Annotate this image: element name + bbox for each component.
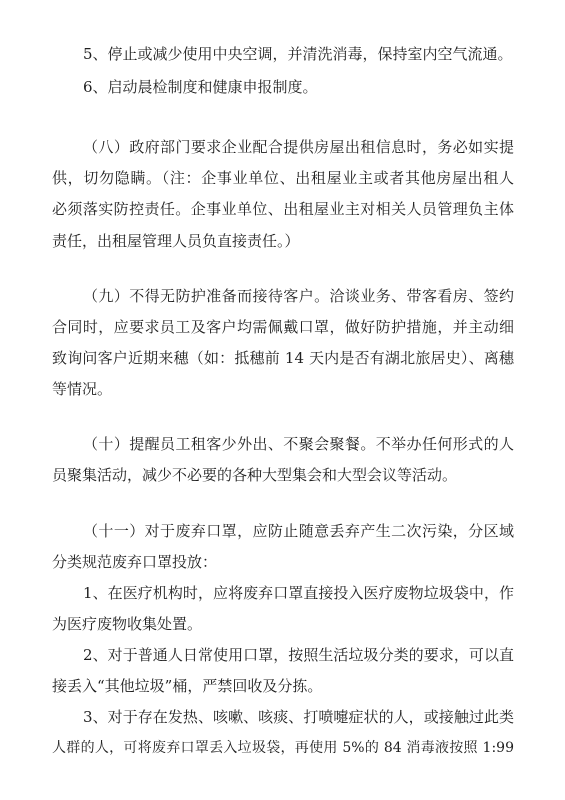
list-item-continuation: 为医疗废物收集处置。 xyxy=(52,615,203,633)
paragraph-line: 合同时，应要求员工及客户均需佩戴口罩，做好防护措施，并主动细 xyxy=(52,318,514,336)
list-item: 5、停止或减少使用中央空调，并清洗消毒，保持室内空气流通。 xyxy=(83,45,513,63)
list-item: 2、对于普通人日常使用口罩，按照生活垃圾分类的要求，可以直 xyxy=(83,646,514,664)
paragraph-line: （十）提醒员工租客少外出、不聚会聚餐。不举办任何形式的人 xyxy=(83,435,514,453)
list-item: 3、对于存在发热、咳嗽、咳痰、打喷嚏症状的人，或接触过此类 xyxy=(83,708,514,726)
paragraph-line: 供，切勿隐瞒。（注：企事业单位、出租屋业主或者其他房屋出租人 xyxy=(52,169,514,187)
paragraph-line: 必须落实防控责任。企事业单位、出租屋业主对相关人员管理负主体 xyxy=(52,200,514,218)
list-item: 6、启动晨检制度和健康申报制度。 xyxy=(83,78,318,96)
paragraph-line: 员聚集活动，减少不必要的各种大型集会和大型会议等活动。 xyxy=(52,466,458,484)
paragraph-line: （九）不得无防护准备而接待客户。洽谈业务、带客看房、签约 xyxy=(83,287,514,305)
paragraph-line: 分类规范废弃口罩投放： xyxy=(52,553,218,571)
paragraph-line: 责任，出租屋管理人员负直接责任。） xyxy=(52,232,300,250)
list-item-continuation: 人群的人，可将废弃口罩丢入垃圾袋，再使用 5%的 84 消毒液按照 1:99 xyxy=(52,740,514,756)
paragraph-line: （八）政府部门要求企业配合提供房屋出租信息时，务必如实提 xyxy=(83,138,514,156)
paragraph-line: （十一）对于废弃口罩，应防止随意丢弃产生二次污染，分区域 xyxy=(83,522,514,540)
list-item-continuation: 接丢入“其他垃圾”桶，严禁回收及分拣。 xyxy=(52,677,323,695)
paragraph-line: 等情况。 xyxy=(52,380,113,398)
list-item: 1、在医疗机构时，应将废弃口罩直接投入医疗废物垃圾袋中，作 xyxy=(83,584,514,602)
paragraph-line: 致询问客户近期来穗（如：抵穗前 14 天内是否有湖北旅居史）、离穗 xyxy=(52,349,514,367)
